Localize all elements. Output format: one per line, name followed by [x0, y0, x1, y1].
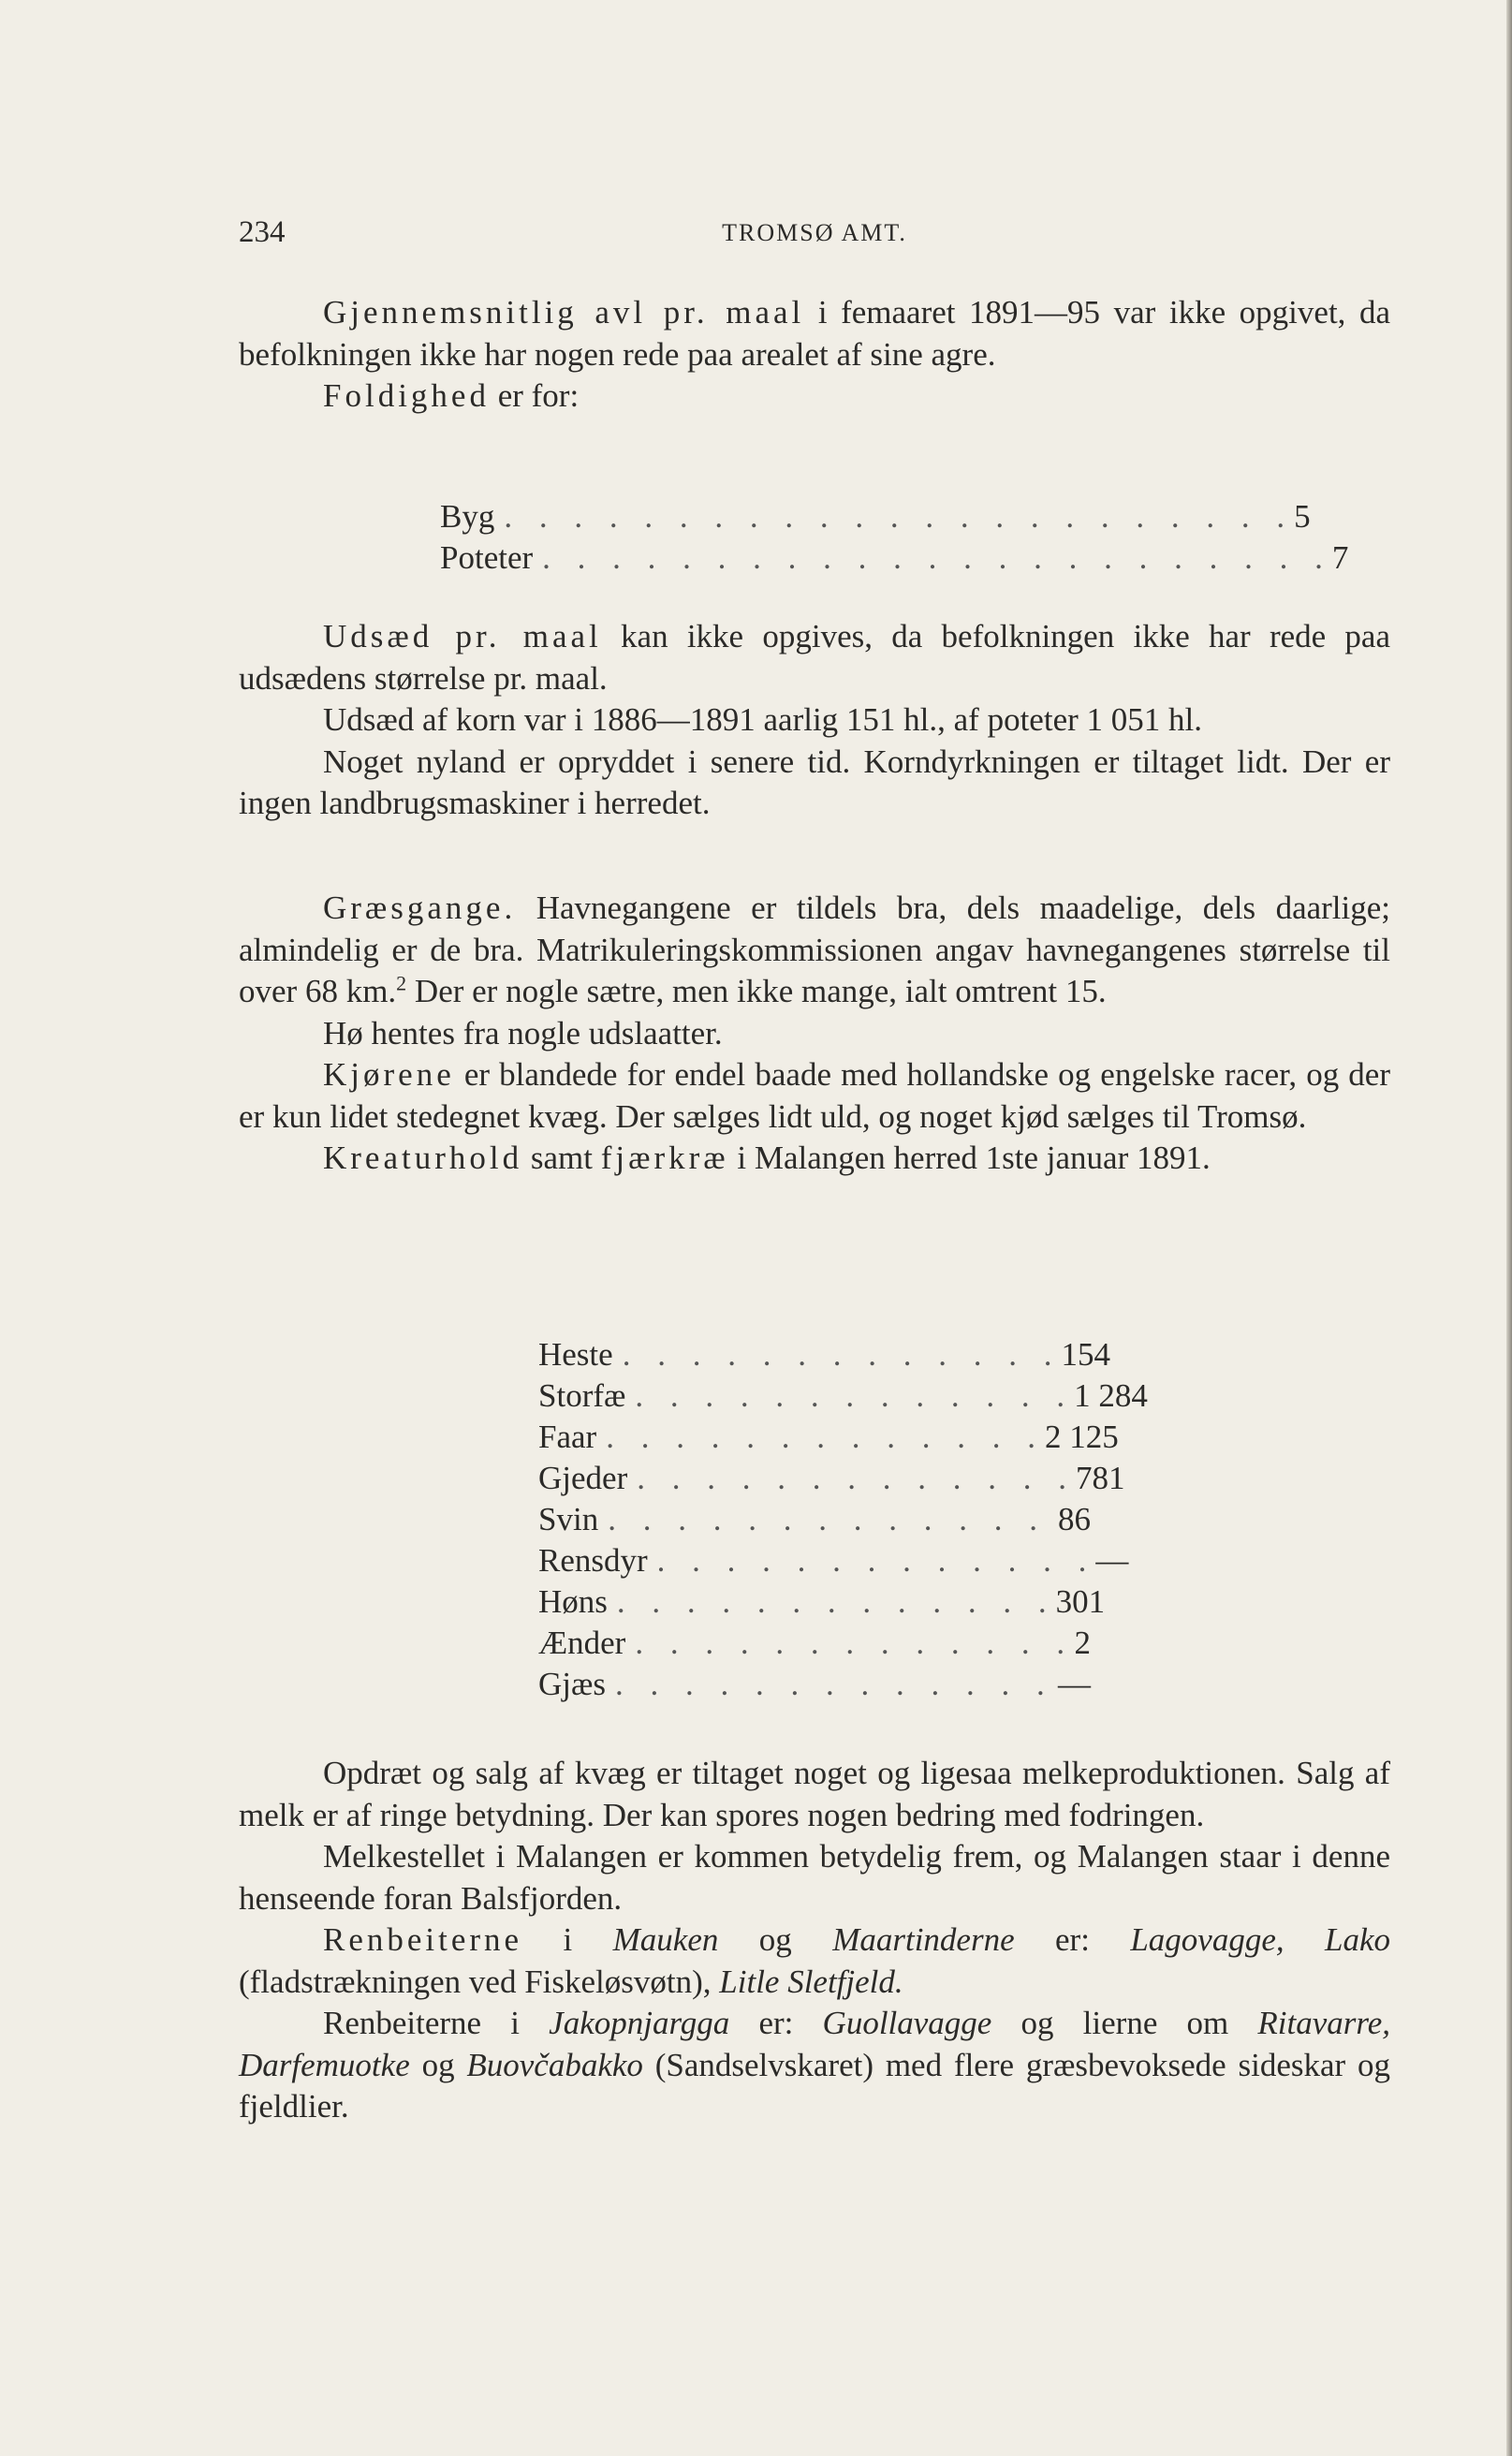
table-row: Gjeder . . . . . . . . . . . . . 781 — [538, 1460, 1125, 1496]
table-row: Storfæ . . . . . . . . . . . . . 1 284 — [538, 1377, 1148, 1414]
fertility-list — [440, 496, 1349, 579]
spaced-lead: fjærkræ — [600, 1140, 729, 1176]
paragraph: Kjørene er blandede for endel baade med hollandske og engelske racer, og der er kun lidet stedegnet kvæg. Der sælges lidt uld, og noget kjød sælges til Tromsø. — [239, 1056, 1391, 1135]
spaced-lead: Foldighed — [323, 377, 490, 414]
spaced-lead: Kreaturhold — [323, 1140, 523, 1176]
table-row: Heste . . . . . . . . . . . . . 154 — [538, 1336, 1110, 1373]
paragraph: Hø hentes fra nogle udslaatter. — [323, 1014, 723, 1052]
page-edge-shadow — [1506, 0, 1512, 2456]
running-title: TROMSØ AMT. — [722, 219, 907, 246]
table-row: Ænder . . . . . . . . . . . . . 2 — [538, 1625, 1091, 1661]
livestock-table — [538, 1334, 1148, 1705]
spaced-lead: Renbeiterne — [323, 1921, 523, 1958]
list-item: Poteter . . . . . . . . . . . . . . . . . . . . . . . 7 — [440, 539, 1349, 576]
spaced-lead: Kjørene — [323, 1056, 455, 1093]
table-row: Høns . . . . . . . . . . . . . 301 — [538, 1583, 1106, 1620]
paragraph: Kreaturhold samt fjærkræ i Malangen herred 1ste januar 1891. — [323, 1140, 1211, 1176]
spaced-lead: Udsæd pr. maal — [323, 618, 602, 654]
paragraph: Gjennemsnitlig avl pr. maal i femaaret 1891—95 var ikke opgivet, da befolkningen ikke har nogen rede paa arealet af sine agre. — [239, 294, 1391, 373]
table-row: Svin . . . . . . . . . . . . . 86 — [538, 1501, 1091, 1537]
paragraph: Noget nyland er opryddet i senere tid. Korndyrkningen er tiltaget lidt. Der er ingen landbrugsmaskiner i herredet. — [239, 743, 1390, 821]
paragraph: Udsæd pr. maal kan ikke opgives, da befolkningen ikke har rede paa udsædens størrelse pr. maal. — [239, 618, 1391, 697]
section-yield — [239, 292, 1390, 418]
section-breeding — [239, 1753, 1390, 2128]
table-row: Gjæs . . . . . . . . . . . . . — — [538, 1666, 1091, 1702]
spaced-lead: Gjennemsnitlig avl pr. maal — [323, 294, 805, 331]
paragraph: Melkestellet i Malangen er kommen betydelig frem, og Malangen staar i denne henseende foran Balsfjorden. — [239, 1838, 1390, 1917]
page-header — [239, 215, 1390, 262]
paragraph: Renbeiterne i Jakopnjargga er: Guollavagge og lierne om Ritavarre, Darfemuotke og Buovčabakko (Sandselvskaret) med flere græsbevoksede sideskar og fjeldlier. — [239, 2005, 1391, 2125]
paragraph: Renbeiterne i Mauken og Maartinderne er: Lagovagge, Lako (fladstrækningen ved Fiskeløsvøtn), Litle Sletfjeld. — [239, 1921, 1391, 2000]
paragraph: Græsgange. Havnegangene er tildels bra, dels maadelige, dels daarlige; almindelig er de bra. Matrikuleringskommissionen angav havnegangenes størrelse til over 68 km.$^2$ Der er nogle sætre, men ikke mange, ialt omtrent 15. — [239, 890, 1391, 1009]
spaced-lead: Græsgange. — [323, 890, 517, 926]
paragraph: Opdræt og salg af kvæg er tiltaget noget og ligesaa melkeproduktionen. Salg af melk er af ringe betydning. Der kan spores nogen bedring med fodringen. — [239, 1755, 1390, 1833]
section-pasture — [239, 888, 1390, 1180]
section-seed — [239, 616, 1390, 825]
table-row: Rensdyr . . . . . . . . . . . . . — — [538, 1542, 1129, 1579]
table-row: Faar . . . . . . . . . . . . . 2 125 — [538, 1419, 1119, 1455]
list-item: Byg . . . . . . . . . . . . . . . . . . . . . . . 5 — [440, 498, 1311, 535]
paragraph: Udsæd af korn var i 1886—1891 aarlig 151 hl., af poteter 1 051 hl. — [323, 701, 1202, 738]
paragraph: Foldighed er for: — [323, 377, 580, 414]
page-number: 234 — [239, 215, 286, 249]
